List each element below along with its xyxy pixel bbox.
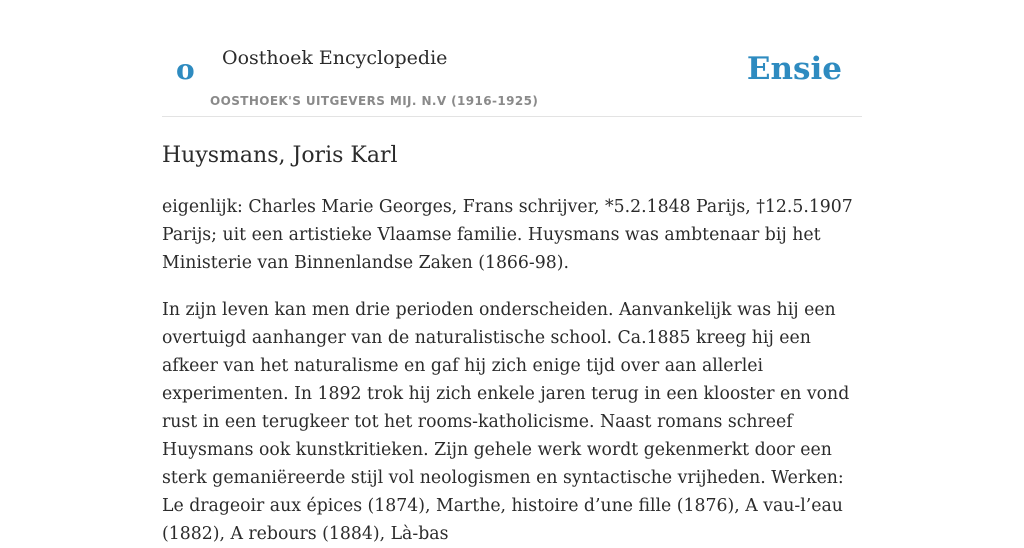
brand-logo[interactable]: Ensie: [746, 51, 842, 87]
entry-paragraph: In zijn leven kan men drie perioden onderscheiden. Aanvankelijk was hij een overtuigd aanhanger van de naturalistische school. Ca.1885 kreeg hij een afkeer van het naturalisme en gaf hij zich enige tijd over aan allerlei experimenten. In 1892 trok hij zich enkele jaren terug in een klooster en vond rust in een terugkeer tot het rooms-katholicisme. Naast romans schreef Huysmans ook kunstkritieken. Zijn gehele werk wordt gekenmerkt door een sterk gemaniëreerde stijl vol neologismen en syntactische vrijheden. Werken: Le drageoir aux épices (1874), Marthe, histoire d’une fille (1876), A vau-l’eau (1882), A rebours (1884), Là-bas: [162, 300, 850, 544]
page-container: [162, 0, 862, 548]
site-header: [162, 0, 862, 117]
entry-title: Huysmans, Joris Karl: [162, 143, 398, 168]
site-logo[interactable]: o: [176, 53, 195, 86]
publisher-subtitle: OOSTHOEK'S UITGEVERS MIJ. N.V (1916-1925): [210, 94, 539, 108]
site-title[interactable]: Oosthoek Encyclopedie: [222, 47, 448, 69]
entry-paragraph: eigenlijk: Charles Marie Georges, Frans schrijver, *5.2.1848 Parijs, †12.5.1907 Parijs; uit een artistieke Vlaamse familie. Huysmans was ambtenaar bij het Ministerie van Binnenlandse Zaken (1866-98).: [162, 197, 853, 273]
